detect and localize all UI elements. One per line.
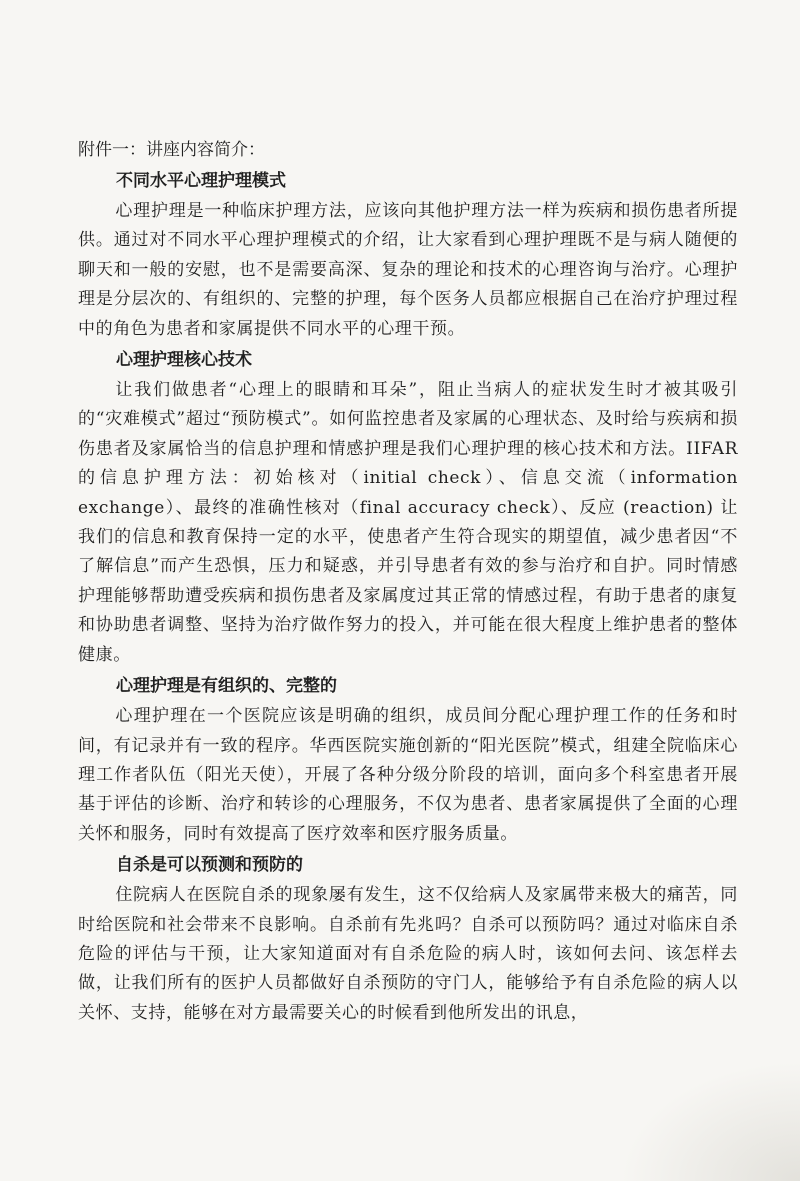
section-heading-2: 心理护理核心技术 [116,350,252,371]
section-body-4: 住院病人在医院自杀的现象屡有发生，这不仅给病人及家属带来极大的痛苦，同时给医院和社会带来不良影响。自杀前有先兆吗？自杀可以预防吗？通过对临床自杀危险的评估与干预，让大家知道面对有自杀危险的病人时，该如何去问、该怎样去做，让我们所有的医护人员都做好自杀预防的守门人，能够给予有自杀危险的病人以关怀、支持，能够在对方最需要关心的时候看到他所发出的讯息， [78,885,738,1023]
section-body-3: 心理护理在一个医院应该是明确的组织，成员间分配心理护理工作的任务和时间，有记录并有一致的程序。华西医院实施创新的“阳光医院”模式，组建全院临床心理工作者队伍（阳光天使），开展了各种分级分阶段的培训，面向多个科室患者开展基于评估的诊断、治疗和转诊的心理服务，不仅为患者、患者家属提供了全面的心理关怀和服务，同时有效提高了医疗效率和医疗服务质量。 [78,706,738,844]
section-body-1: 心理护理是一种临床护理方法，应该向其他护理方法一样为疾病和损伤患者所提供。通过对不同水平心理护理模式的介绍，让大家看到心理护理既不是与病人随便的聊天和一般的安慰，也不是需要高深、复杂的理论和技术的心理咨询与治疗。心理护理是分层次的、有组织的、完整的护理，每个医务人员都应根据自己在治疗护理过程中的角色为患者和家属提供不同水平的心理干预。 [78,201,738,339]
attachment-title: 附件一：讲座内容简介： [78,140,265,160]
section-body-2: 让我们做患者“心理上的眼睛和耳朵”，阻止当病人的症状发生时才被其吸引的“灾难模式”超过“预防模式”。如何监控患者及家属的心理状态、及时给与疾病和损伤患者及家属恰当的信息护理和情感护理是我们心理护理的核心技术和方法。IIFAR的信息护理方法：初始核对（initial check）、信息交流（information exchange）、最终的准确性核对（final accuracy check）、反应 (reaction) 让我们的信息和教育保持一定的水平，使患者产生符合现实的期望值，减少患者因“不了解信息”而产生恐惧，压力和疑惑，并引导患者有效的参与治疗和自护。同时情感护理能够帮助遭受疾病和损伤患者及家属度过其正常的情感过程，有助于患者的康复和协助患者调整、坚持为治疗做作努力的投入，并可能在很大程度上维护患者的整体健康。 [78,380,738,665]
section-heading-1: 不同水平心理护理模式 [116,171,286,191]
section-heading-4: 自杀是可以预测和预防的 [116,855,303,876]
section-heading-3: 心理护理是有组织的、完整的 [116,676,337,697]
